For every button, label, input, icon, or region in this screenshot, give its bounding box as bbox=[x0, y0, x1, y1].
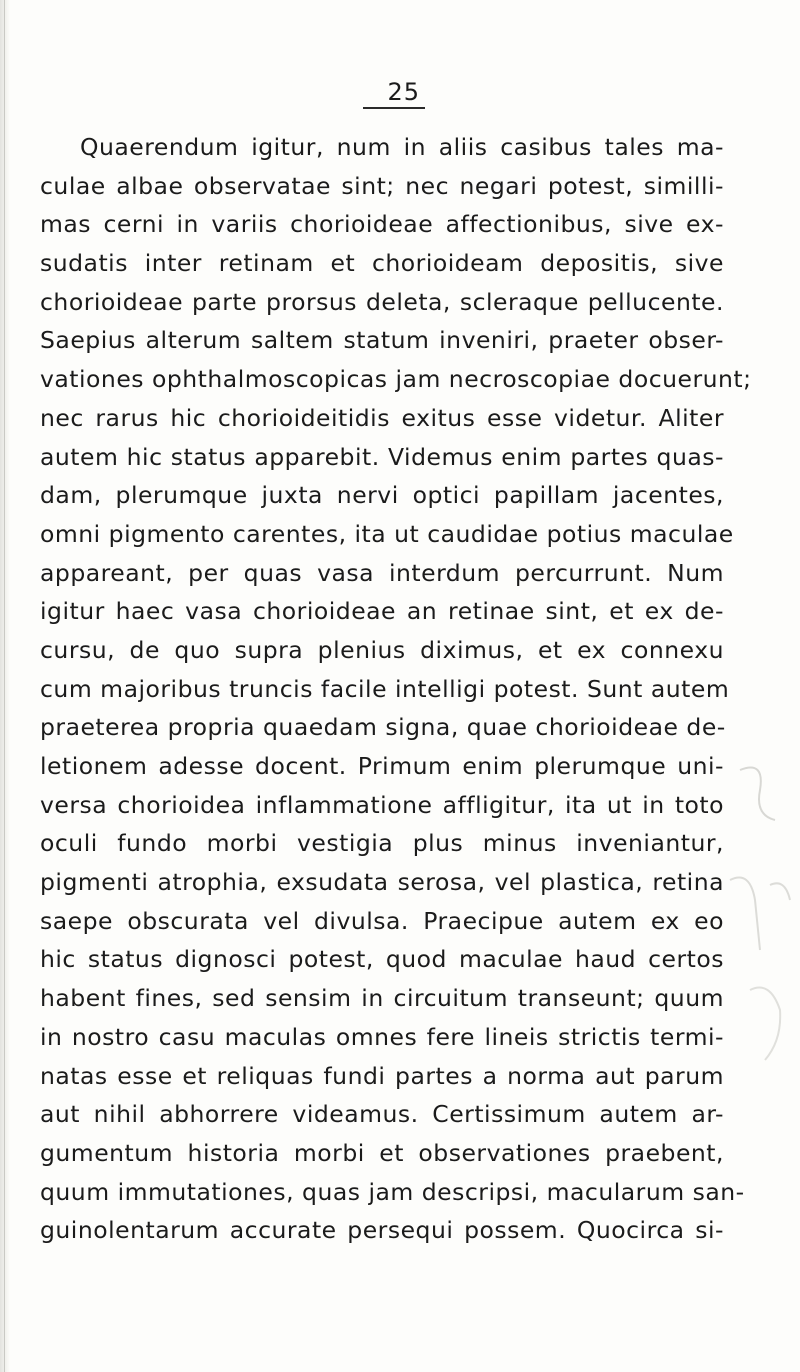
text-line: appareant, per quas vasa interdum percurrunt. Num bbox=[40, 558, 724, 587]
show-through-ink bbox=[720, 760, 800, 1080]
text-line: quum immutationes, quas jam descripsi, macularum san- bbox=[40, 1177, 745, 1206]
text-line: in nostro casu maculas omnes fere lineis strictis termi- bbox=[40, 1022, 724, 1051]
text-line: oculi fundo morbi vestigia plus minus inveniantur, bbox=[40, 829, 724, 858]
page-number-underline bbox=[363, 107, 425, 109]
text-line: gumentum historia morbi et observationes praebent, bbox=[40, 1138, 724, 1167]
text-line: sudatis inter retinam et chorioideam depositis, sive bbox=[40, 249, 724, 278]
text-line: natas esse et reliquas fundi partes a norma aut parum bbox=[40, 1061, 724, 1090]
text-line: saepe obscurata vel divulsa. Praecipue autem ex eo bbox=[40, 906, 724, 935]
text-line: versa chorioidea inflammatione affligitur, ita ut in toto bbox=[40, 790, 724, 819]
page-binding-line bbox=[4, 0, 5, 1372]
page-binding-shadow bbox=[0, 0, 10, 1372]
text-line: aut nihil abhorrere videamus. Certissimum autem ar- bbox=[40, 1100, 724, 1129]
text-line: Saepius alterum saltem statum inveniri, praeter obser- bbox=[40, 326, 724, 355]
text-line: igitur haec vasa chorioideae an retinae sint, et ex de- bbox=[40, 597, 724, 626]
text-line: pigmenti atrophia, exsudata serosa, vel plastica, retina bbox=[40, 868, 724, 897]
text-line: omni pigmento carentes, ita ut caudidae potius maculae bbox=[40, 519, 734, 548]
page-number: 25 bbox=[387, 78, 420, 106]
text-line: mas cerni in variis chorioideae affectionibus, sive ex- bbox=[40, 210, 724, 239]
text-line: Quaerendum igitur, num in aliis casibus tales ma- bbox=[80, 133, 724, 161]
text-line: autem hic status apparebit. Videmus enim partes quas- bbox=[40, 442, 724, 471]
body-text bbox=[40, 128, 752, 1250]
text-line: chorioideae parte prorsus deleta, scleraque pellucente. bbox=[40, 287, 724, 316]
text-line: culae albae observatae sint; nec negari potest, similli- bbox=[40, 171, 724, 200]
text-line: habent fines, sed sensim in circuitum transeunt; quum bbox=[40, 984, 724, 1013]
text-line: guinolentarum accurate persequi possem. Quocirca si- bbox=[40, 1216, 724, 1245]
text-line: vationes ophthalmoscopicas jam necroscopiae docuerunt; bbox=[40, 365, 752, 394]
text-line: dam, plerumque juxta nervi optici papillam jacentes, bbox=[40, 481, 724, 510]
text-line: cursu, de quo supra plenius diximus, et ex connexu bbox=[40, 635, 724, 664]
text-line: hic status dignosci potest, quod maculae haud certos bbox=[40, 945, 724, 974]
text-line: cum majoribus truncis facile intelligi potest. Sunt autem bbox=[40, 674, 730, 703]
text-line: nec rarus hic chorioideitidis exitus esse videtur. Aliter bbox=[40, 403, 724, 432]
text-line: praeterea propria quaedam signa, quae chorioideae de- bbox=[40, 713, 726, 742]
text-line: letionem adesse docent. Primum enim plerumque uni- bbox=[40, 752, 724, 780]
